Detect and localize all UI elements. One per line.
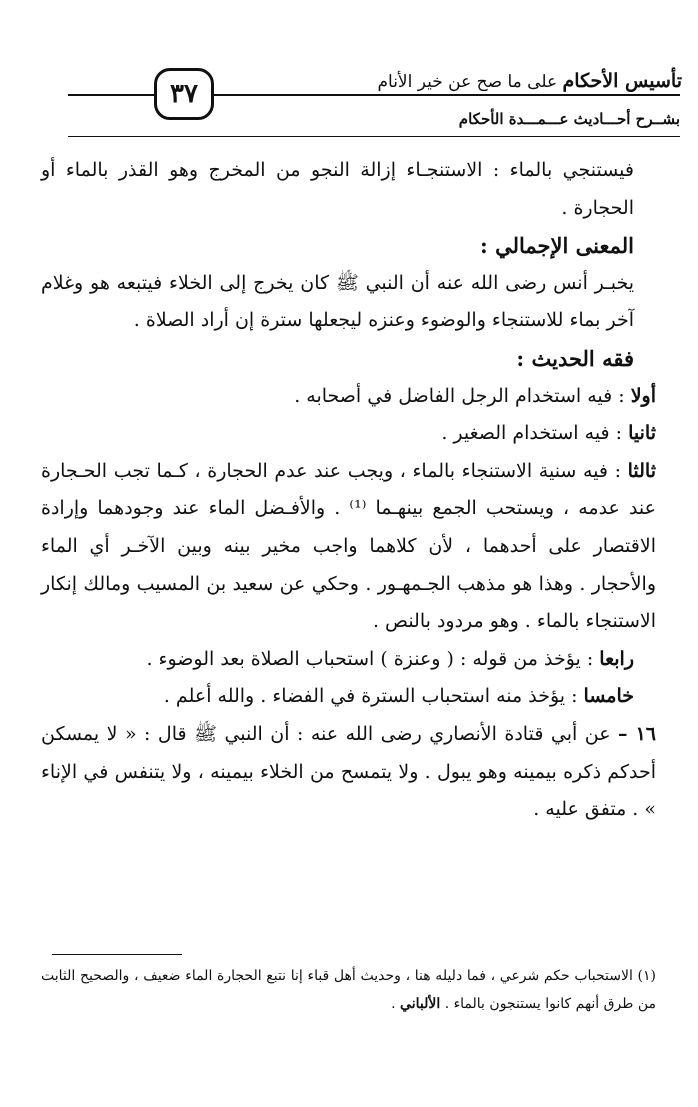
point-fourth-text: : يؤخذ من قوله : ( وعنزة ) استحباب الصلاة بعد الوضوء . — [146, 647, 600, 670]
point-third — [41, 453, 656, 641]
point-first-text: : فيه استخدام الرجل الفاضل في أصحابه . — [294, 384, 631, 407]
footnote-1-author: الألباني — [400, 996, 441, 1012]
point-fifth-label: خامسا — [583, 685, 634, 708]
point-third-label: ثالثا — [627, 459, 656, 482]
footnote-1-text: (١) الاستحباب حكم شرعي ، فما دليله هنا ، وحديث أهل قباء إنا نتبع الحجارة الماء ضعيف ، والصحيح الثابت من طرق أنهم كانوا يستنجون بالماء . — [41, 968, 656, 1012]
point-fifth-text: : يؤخذ منه استحباب السترة في الفضاء . والله أعلم . — [163, 685, 584, 708]
point-first-label: أولا — [630, 384, 656, 407]
footnote-rule — [52, 954, 182, 955]
paragraph-definition: فيستنجي بالماء : الاستنجـاء إزالة النجو من المخرج وهو القذر بالماء أو الحجارة . — [41, 159, 634, 219]
book-title-strong: تأسيس الأحكام — [562, 70, 682, 92]
footnote-1-end: . — [391, 996, 401, 1012]
point-fourth — [41, 641, 656, 679]
point-second — [41, 415, 656, 453]
footnote-1 — [41, 962, 656, 1018]
point-fourth-label: رابعا — [599, 647, 634, 670]
book-title — [377, 70, 682, 92]
point-second-label: ثانيا — [628, 422, 656, 445]
paragraph-general-meaning: يخبـر أنس رضى الله عنه أن النبي ﷺ كان يخرج إلى الخلاء فيتبعه هو وغلام آخر بماء للاستنجاء والوضوء وعنزه ليجعلها سترة إن أراد الصلاة . — [41, 271, 634, 332]
point-second-text: : فيه استخدام الصغير . — [441, 422, 629, 445]
footnotes — [41, 962, 656, 1018]
book-title-rest: على ما صح عن خير الأنام — [377, 72, 558, 92]
hadith-16-text: عن أبي قتادة الأنصاري رضى الله عنه : أن النبي ﷺ قال : « لا يمسكن أحدكم ذكره بيمينه وهو يبول . ولا يتمسح من الخلاء بيمينه ، ولا يتنفس في الإناء » . متفق عليه . — [41, 722, 656, 821]
page-number: ٣٧ — [154, 68, 214, 120]
section-title-general-meaning: المعنى الإجمالي : — [480, 233, 634, 259]
page-header — [62, 62, 682, 142]
header-rule-right — [210, 94, 680, 96]
subtitle-rule — [68, 136, 680, 137]
header-rule-left — [68, 94, 158, 96]
hadith-16-number: ١٦ – — [618, 722, 656, 745]
point-fifth — [41, 678, 656, 716]
section-title-fiqh: فقه الحديث : — [516, 345, 634, 371]
hadith-16 — [41, 716, 656, 829]
point-first — [41, 378, 656, 416]
main-text — [41, 152, 656, 829]
book-subtitle: بشــرح أحـــاديث عـــمـــدة الأحكام — [458, 110, 680, 128]
point-third-text: : فيه سنية الاستنجاء بالماء ، ويجب عند عدم الحجارة ، كـما تجب الحـجارة عند عدمه ، ويستحب الجمع بينهـما ⁽¹⁾ . والأفـضل الماء عند وجودهما وإرادة الاقتصار على أحدهما ، لأن كلاهما واجب مخير بينه وبين الآخـر أي الماء والأحجار . وهذا هو مذهب الجـمهـور . وحكي عن سعيد بن المسيب ومالك إنكار الاستنجاء بالماء . وهو مردود بالنص . — [41, 459, 656, 633]
